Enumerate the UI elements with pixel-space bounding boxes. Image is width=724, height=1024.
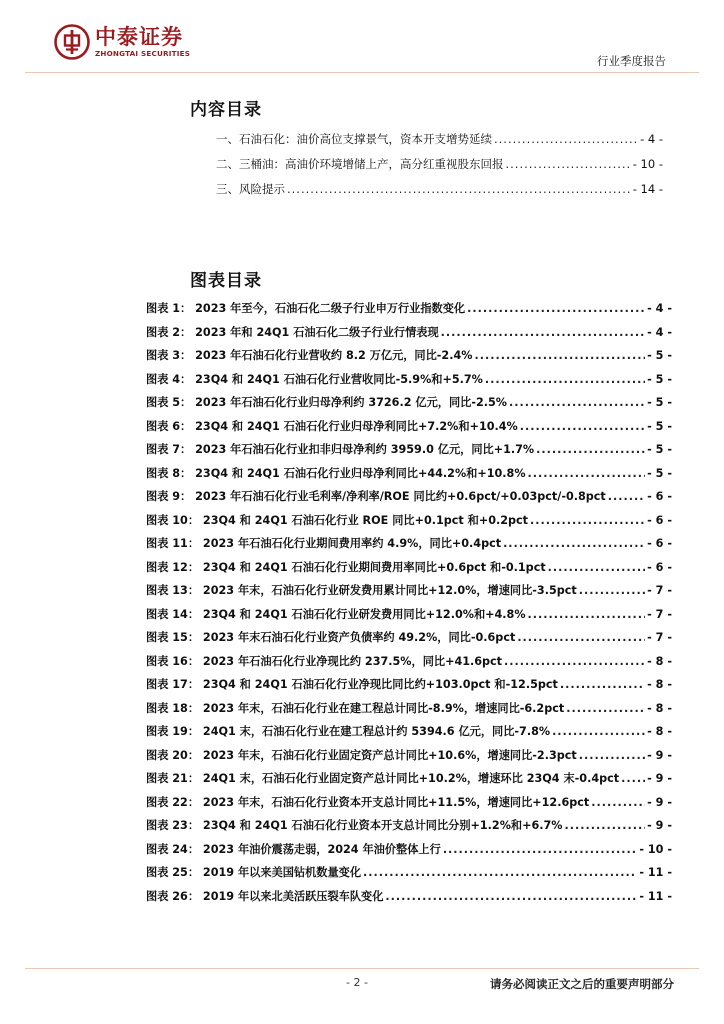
figure-entry-page: - 8 -	[647, 678, 672, 691]
figure-entry-label: 图表 7： 2023 年石油石化行业扣非归母净利约 3959.0 亿元，同比+1.7%	[146, 443, 535, 456]
figure-entry[interactable]	[146, 535, 672, 551]
figure-entry-page: - 7 -	[647, 631, 672, 644]
header-divider	[25, 72, 699, 73]
figure-entry-page: - 5 -	[647, 419, 672, 433]
figure-entry-label: 图表 16： 2023 年石油石化行业净现比约 237.5%，同比+41.6pct	[146, 654, 503, 668]
figure-entry-page: - 5 -	[647, 443, 672, 456]
figure-entry[interactable]	[146, 441, 672, 457]
figure-entry-page: - 9 -	[647, 819, 672, 832]
figure-entry-page: - 5 -	[647, 396, 672, 409]
figure-entry-page: - 11 -	[639, 889, 672, 903]
figure-entry[interactable]	[146, 794, 672, 810]
dot-leader	[528, 608, 646, 621]
toc-entry-page: - 4 -	[640, 132, 663, 146]
figure-entry-label: 图表 26： 2019 年以来北美活跃压裂车队变化	[146, 889, 384, 903]
dot-leader	[287, 182, 631, 196]
figure-entry[interactable]	[146, 629, 672, 645]
figure-entry-page: - 7 -	[647, 607, 672, 621]
figure-entry[interactable]	[146, 488, 672, 504]
dot-leader	[467, 302, 645, 315]
figure-entry[interactable]	[146, 888, 672, 904]
figure-entry-label: 图表 20： 2023 年末，石油石化行业固定资产总计同比+10.6%，增速同比-2.3pct	[146, 748, 577, 762]
figure-entry[interactable]	[146, 723, 672, 739]
dot-leader	[503, 537, 645, 550]
toc-entry[interactable]	[216, 181, 663, 197]
figure-entry-page: - 6 -	[647, 560, 672, 574]
dot-leader	[504, 655, 645, 668]
dot-leader	[560, 678, 645, 691]
figure-entry-page: - 6 -	[647, 490, 672, 503]
figure-entry[interactable]	[146, 653, 672, 669]
figure-entry[interactable]	[146, 465, 672, 481]
toc-entry-label: 三、风险提示	[216, 182, 285, 196]
dot-leader	[552, 725, 645, 738]
dot-leader	[548, 561, 645, 574]
dot-leader	[528, 467, 646, 480]
dot-leader	[517, 631, 645, 644]
figure-entry-label: 图表 13： 2023 年末，石油石化行业研发费用累计同比+12.0%，增速同比-3.5pct	[146, 584, 577, 597]
figure-entry[interactable]	[146, 324, 672, 340]
dot-leader	[536, 443, 645, 456]
figure-entry[interactable]	[146, 418, 672, 434]
logo-chinese-name: 中泰证券	[95, 25, 183, 49]
disclaimer-note: 请务必阅读正文之后的重要声明部分	[490, 977, 674, 991]
figure-entry-label: 图表 19： 24Q1 末，石油石化行业在建工程总计约 5394.6 亿元，同比-7.8%	[146, 725, 551, 738]
dot-leader	[566, 702, 645, 715]
page-number: - 2 -	[346, 976, 368, 989]
dot-leader	[579, 749, 645, 762]
dot-leader	[579, 584, 645, 597]
figure-entry-page: - 11 -	[639, 866, 672, 879]
logo-english-name: ZHONGTAI SECURITIES	[95, 49, 191, 58]
figure-entry-page: - 9 -	[647, 748, 672, 762]
dot-leader	[441, 326, 645, 339]
figure-entry[interactable]	[146, 394, 672, 410]
figure-entry-page: - 4 -	[647, 302, 672, 315]
figure-entry[interactable]	[146, 747, 672, 763]
figure-entry-page: - 5 -	[647, 372, 672, 386]
company-logo	[54, 24, 190, 60]
toc-entry-page: - 10 -	[632, 157, 663, 171]
figure-entry[interactable]	[146, 606, 672, 622]
figure-entry-page: - 7 -	[647, 584, 672, 597]
toc-entry-label: 一、石油石化：油价高位支撑景气，资本开支增势延续	[216, 132, 492, 146]
dot-leader	[621, 772, 645, 785]
figure-entry-page: - 6 -	[647, 537, 672, 550]
figure-entry-page: - 5 -	[647, 349, 672, 362]
figure-entry-label: 图表 14： 23Q4 和 24Q1 石油石化行业研发费用同比+12.0%和+4.8%	[146, 607, 526, 621]
figure-entry-page: - 9 -	[647, 772, 672, 785]
figure-entry-label: 图表 9： 2023 年石油石化行业毛利率/净利率/ROE 同比约+0.6pct/+0.03pct/-0.8pct	[146, 490, 606, 503]
figure-entry-label: 图表 22： 2023 年末，石油石化行业资本开支总计同比+11.5%，增速同比+12.6pct	[146, 795, 590, 809]
figure-entry-label: 图表 2： 2023 年和 24Q1 石油石化二级子行业行情表现	[146, 325, 439, 339]
figure-entry-label: 图表 8： 23Q4 和 24Q1 石油石化行业归母净利同比+44.2%和+10.8%	[146, 466, 526, 480]
figure-entry[interactable]	[146, 559, 672, 575]
dot-leader	[363, 866, 637, 879]
dot-leader	[565, 819, 646, 832]
toc-entry[interactable]	[216, 156, 663, 172]
figure-entry[interactable]	[146, 676, 672, 692]
figure-entry-label: 图表 3： 2023 年石油石化行业营收约 8.2 万亿元，同比-2.4%	[146, 349, 473, 362]
dot-leader	[474, 349, 645, 362]
toc-entry-page: - 14 -	[632, 182, 663, 196]
figure-entry-page: - 6 -	[647, 513, 672, 527]
figure-entry-label: 图表 11： 2023 年石油石化行业期间费用率约 4.9%，同比+0.4pct	[146, 537, 502, 550]
figure-entry-label: 图表 18： 2023 年末，石油石化行业在建工程总计同比-8.9%，增速同比-6.2pct	[146, 701, 565, 715]
figure-entry[interactable]	[146, 347, 672, 363]
figure-entry[interactable]	[146, 700, 672, 716]
figure-entry-label: 图表 6： 23Q4 和 24Q1 石油石化行业归母净利同比+7.2%和+10.4%	[146, 419, 518, 433]
report-type-label: 行业季度报告	[597, 54, 666, 68]
figure-entry[interactable]	[146, 512, 672, 528]
dot-leader	[530, 514, 645, 527]
toc-entry-label: 二、三桶油：高油价环境增储上产，高分红重视股东回报	[216, 157, 504, 171]
footer-divider	[25, 968, 699, 969]
toc-entry[interactable]	[216, 131, 663, 147]
figure-entry-label: 图表 17： 23Q4 和 24Q1 石油石化行业净现比同比约+103.0pct 和-12.5pct	[146, 678, 558, 691]
figures-title: 图表目录	[190, 271, 262, 291]
figure-entry-page: - 8 -	[647, 654, 672, 668]
dot-leader	[608, 490, 645, 503]
dot-leader	[443, 843, 638, 856]
figure-entry[interactable]	[146, 582, 672, 598]
figure-entry-label: 图表 21： 24Q1 末，石油石化行业固定资产总计同比+10.2%，增速环比 23Q4 末-0.4pct	[146, 772, 620, 785]
figure-entry-label: 图表 1： 2023 年至今，石油石化二级子行业申万行业指数变化	[146, 302, 466, 315]
figure-entry-page: - 10 -	[639, 842, 672, 856]
figure-entry-page: - 5 -	[647, 466, 672, 480]
figure-entry-label: 图表 4： 23Q4 和 24Q1 石油石化行业营收同比-5.9%和+5.7%	[146, 372, 483, 386]
zhongtai-logo-icon	[54, 24, 90, 60]
dot-leader	[509, 396, 645, 409]
figure-entry-label: 图表 25： 2019 年以来美国钻机数量变化	[146, 866, 362, 879]
figure-entry-page: - 4 -	[647, 325, 672, 339]
dot-leader	[591, 796, 645, 809]
figure-entry-label: 图表 10： 23Q4 和 24Q1 石油石化行业 ROE 同比+0.1pct 和+0.2pct	[146, 513, 529, 527]
toc-title: 内容目录	[190, 100, 262, 120]
dot-leader	[485, 373, 645, 386]
figure-entry-label: 图表 5： 2023 年石油石化行业归母净利约 3726.2 亿元，同比-2.5%	[146, 396, 507, 409]
figure-entry-page: - 9 -	[647, 795, 672, 809]
figure-entry[interactable]	[146, 371, 672, 387]
figure-entry-label: 图表 12： 23Q4 和 24Q1 石油石化行业期间费用率同比+0.6pct 和-0.1pct	[146, 560, 546, 574]
dot-leader	[385, 890, 637, 903]
figure-entry[interactable]	[146, 864, 672, 880]
figure-entry[interactable]	[146, 770, 672, 786]
figure-entry[interactable]	[146, 300, 672, 316]
dot-leader	[520, 420, 645, 433]
figure-entry-label: 图表 23： 23Q4 和 24Q1 石油石化行业资本开支总计同比分别+1.2%和+6.7%	[146, 819, 563, 832]
figure-entry-page: - 8 -	[647, 725, 672, 738]
figure-entry[interactable]	[146, 817, 672, 833]
dot-leader	[506, 157, 631, 171]
figure-entry-page: - 8 -	[647, 701, 672, 715]
figure-entry[interactable]	[146, 841, 672, 857]
figure-entry-label: 图表 24： 2023 年油价震荡走弱，2024 年油价整体上行	[146, 842, 441, 856]
figure-entry-label: 图表 15： 2023 年末石油石化行业资产负债率约 49.2%，同比-0.6pct	[146, 631, 516, 644]
dot-leader	[494, 132, 638, 146]
